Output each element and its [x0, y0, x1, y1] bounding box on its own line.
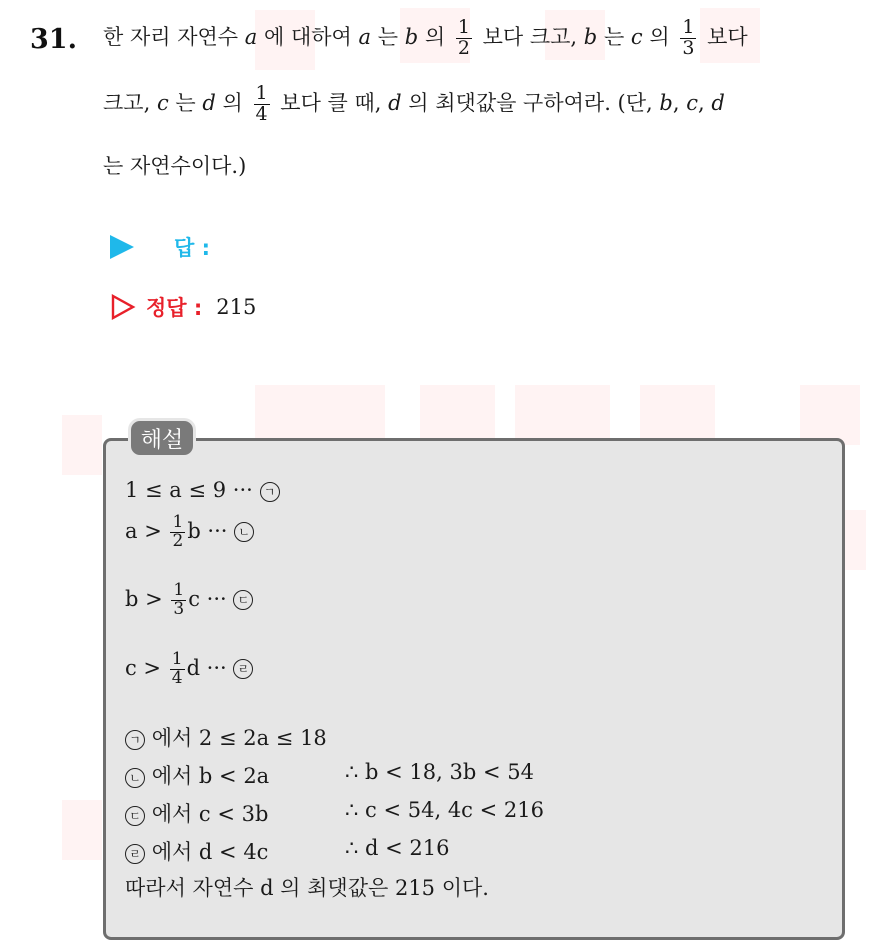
circled-nieun-marker: ㄴ: [234, 522, 254, 542]
answer-row[interactable]: [110, 232, 210, 262]
solution-text: 1 ≤ a ≤ 9 ···: [125, 478, 253, 502]
question-text: 의 최댓값을 구하여라. (단,: [408, 90, 653, 115]
question-text: 보다: [707, 24, 748, 49]
watermark-block: [62, 415, 102, 475]
solution-text: 에서 c < 3b: [151, 802, 269, 826]
question-text: 에 대하여: [263, 24, 352, 49]
solution-line-4: [125, 651, 253, 688]
watermark-block: [844, 510, 866, 570]
solution-text: c >: [125, 655, 162, 680]
solution-line-8: [125, 836, 605, 866]
fraction-numerator: 1: [171, 649, 183, 669]
solution-text: b ···: [187, 518, 228, 543]
variable-a: a: [244, 24, 258, 49]
solution-line-9: [125, 872, 489, 902]
circled-digeut-marker: ㄷ: [233, 590, 253, 610]
variable-b: b: [583, 24, 598, 49]
solution-text: c ···: [188, 586, 227, 611]
fraction-numerator: 1: [457, 16, 470, 38]
correct-answer-row: [110, 292, 256, 322]
solution-text: a >: [125, 518, 162, 543]
correct-answer-label: 정답 :: [146, 296, 203, 320]
fraction-one-quarter: [254, 84, 270, 125]
fraction-one-half: [456, 18, 472, 59]
comma: ,: [698, 90, 705, 115]
watermark-block: [420, 385, 495, 445]
fraction-denominator: 4: [255, 102, 268, 125]
solution-text: 에서 d < 4c: [151, 840, 269, 864]
watermark-block: [255, 385, 385, 445]
fraction-one-half: [170, 514, 185, 551]
solution-line-5: [125, 722, 327, 752]
solution-text: 따라서 자연수 d 의 최댓값은 215 이다.: [125, 876, 489, 900]
solution-conclusion: ∴ d < 216: [345, 836, 450, 860]
circled-nieun-marker: ㄴ: [125, 768, 145, 788]
fraction-denominator: 2: [172, 530, 184, 551]
variable-b: b: [404, 24, 419, 49]
fraction-one-third: [171, 582, 186, 619]
question-line-2: [103, 84, 725, 125]
variable-d: d: [388, 90, 402, 115]
fraction-numerator: 1: [255, 82, 268, 104]
variable-c: c: [630, 24, 643, 49]
answer-label: 답 :: [174, 236, 210, 260]
circled-giyeok-marker: ㄱ: [260, 482, 280, 502]
variable-c: c: [686, 90, 698, 115]
question-number: 31.: [30, 24, 77, 55]
circled-rieul-marker: ㄹ: [125, 844, 145, 864]
variable-b: b: [659, 90, 673, 115]
variable-c: c: [156, 90, 169, 115]
question-line-1: [103, 18, 748, 59]
variable-d: d: [202, 90, 216, 115]
question-text: 의: [649, 24, 670, 49]
variable-d: d: [711, 90, 725, 115]
circled-rieul-marker: ㄹ: [233, 659, 253, 679]
watermark-block: [800, 385, 860, 445]
solution-text: b >: [125, 586, 163, 611]
question-text: 는: [603, 24, 625, 49]
play-triangle-icon: [110, 235, 134, 259]
watermark-block: [515, 385, 610, 445]
question-text: 보다 클 때,: [280, 90, 382, 115]
question-text: 크고,: [103, 90, 151, 115]
outline-triangle-icon: [110, 294, 136, 320]
solution-conclusion: ∴ c < 54, 4c < 216: [345, 798, 544, 822]
watermark-block: [640, 385, 715, 445]
solution-line-2: [125, 514, 254, 551]
question-text: 는 자연수이다.): [103, 154, 247, 178]
question-text: 는: [377, 24, 399, 49]
fraction-denominator: 2: [457, 36, 470, 59]
question-text: 의: [222, 90, 243, 115]
question-text: 한 자리 자연수: [103, 24, 239, 49]
question-text: 의: [424, 24, 446, 49]
solution-tab: 해설: [128, 418, 196, 458]
fraction-denominator: 3: [682, 36, 695, 59]
correct-answer-value: 215: [216, 295, 257, 319]
question-text: 는: [175, 90, 196, 115]
circled-digeut-marker: ㄷ: [125, 806, 145, 826]
fraction-one-quarter: [170, 651, 185, 688]
solution-text: 에서 2 ≤ 2a ≤ 18: [151, 726, 327, 750]
question-text: 보다 크고,: [482, 24, 578, 49]
solution-line-1: [125, 478, 280, 502]
fraction-one-third: [680, 18, 696, 59]
variable-a: a: [358, 24, 372, 49]
solution-text: d ···: [186, 655, 227, 680]
watermark-block: [62, 800, 102, 860]
solution-conclusion: ∴ b < 18, 3b < 54: [345, 760, 534, 784]
fraction-denominator: 4: [171, 667, 183, 688]
fraction-numerator: 1: [682, 16, 695, 38]
fraction-numerator: 1: [173, 580, 185, 600]
fraction-denominator: 3: [173, 598, 185, 619]
question-line-3: [103, 150, 246, 180]
fraction-numerator: 1: [172, 512, 184, 532]
circled-giyeok-marker: ㄱ: [125, 730, 145, 750]
solution-text: 에서 b < 2a: [151, 764, 270, 788]
comma: ,: [672, 90, 680, 115]
solution-line-6: [125, 760, 605, 790]
solution-line-3: [125, 582, 253, 619]
solution-line-7: [125, 798, 605, 828]
